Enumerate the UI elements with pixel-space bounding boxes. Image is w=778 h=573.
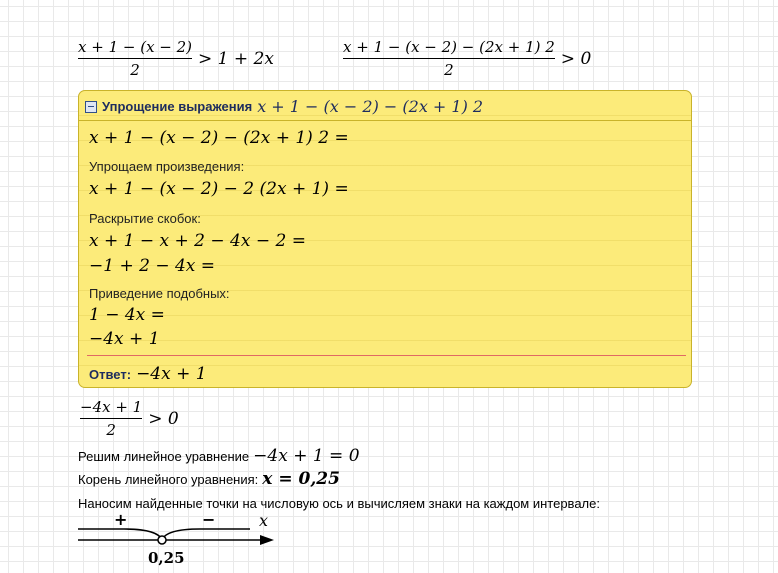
simplification-panel — [78, 90, 692, 388]
answer-row — [89, 364, 207, 384]
right-inequality — [343, 38, 591, 79]
instruction-text: Наносим найденные точки на числовую ось и вычисляем знаки на каждом интервале: — [78, 496, 600, 511]
answer-value: −4x + 1 — [136, 364, 207, 384]
number-line — [78, 513, 293, 571]
linear-equation-text: Решим линейное уравнение — [78, 449, 250, 464]
answer-divider — [87, 355, 686, 356]
axis-arrow-icon — [260, 535, 274, 545]
step-label-brackets: Раскрытие скобок: — [89, 211, 201, 226]
minus-sign: − — [202, 513, 216, 529]
point-label: 0,25 — [148, 549, 185, 567]
step-line-1: x + 1 − (x − 2) − (2x + 1) 2 = — [89, 128, 349, 148]
answer-label: Ответ: — [89, 367, 132, 382]
plus-sign: + — [114, 513, 128, 529]
step-line-5: 1 − 4x = — [89, 305, 165, 325]
fraction-bar — [343, 58, 555, 59]
collapse-icon[interactable] — [85, 101, 97, 113]
root-expr: x = 0,25 — [262, 469, 340, 489]
result-denominator: 2 — [106, 421, 116, 439]
result-rhs: > 0 — [148, 408, 179, 429]
step-line-3: x + 1 − x + 2 − 4x − 2 = — [89, 231, 306, 251]
instruction-line — [78, 496, 600, 511]
root-text: Корень линейного уравнения: — [78, 472, 259, 487]
point-marker — [158, 536, 166, 544]
header-divider — [79, 120, 691, 121]
result-numerator: −4x + 1 — [80, 398, 143, 416]
axis-label: x — [259, 513, 269, 530]
result-inequality — [80, 398, 179, 439]
linear-equation-line — [78, 446, 360, 466]
fraction-bar — [78, 58, 192, 59]
left-inequality — [78, 38, 274, 79]
step-label-similar: Приведение подобных: — [89, 286, 230, 301]
fraction-bar — [80, 418, 142, 419]
right-inequality-denominator: 2 — [444, 61, 454, 79]
right-inequality-rhs: > 0 — [560, 48, 592, 69]
simplification-title: Упрощение выражения — [102, 99, 253, 114]
root-line — [78, 469, 340, 489]
step-line-4: −1 + 2 − 4x = — [89, 256, 216, 276]
simplification-header[interactable] — [85, 97, 483, 116]
step-line-2: x + 1 − (x − 2) − 2 (2x + 1) = — [89, 179, 349, 199]
step-label-products: Упрощаем произведения: — [89, 159, 245, 174]
step-line-6: −4x + 1 — [89, 329, 160, 349]
left-inequality-denominator: 2 — [130, 61, 140, 79]
simplification-title-expression: x + 1 − (x − 2) − (2x + 1) 2 — [257, 97, 484, 116]
right-inequality-numerator: x + 1 − (x − 2) − (2x + 1) 2 — [343, 38, 555, 56]
left-inequality-rhs: > 1 + 2x — [198, 48, 274, 69]
left-inequality-numerator: x + 1 − (x − 2) — [78, 38, 193, 56]
linear-equation-expr: −4x + 1 = 0 — [253, 446, 360, 466]
